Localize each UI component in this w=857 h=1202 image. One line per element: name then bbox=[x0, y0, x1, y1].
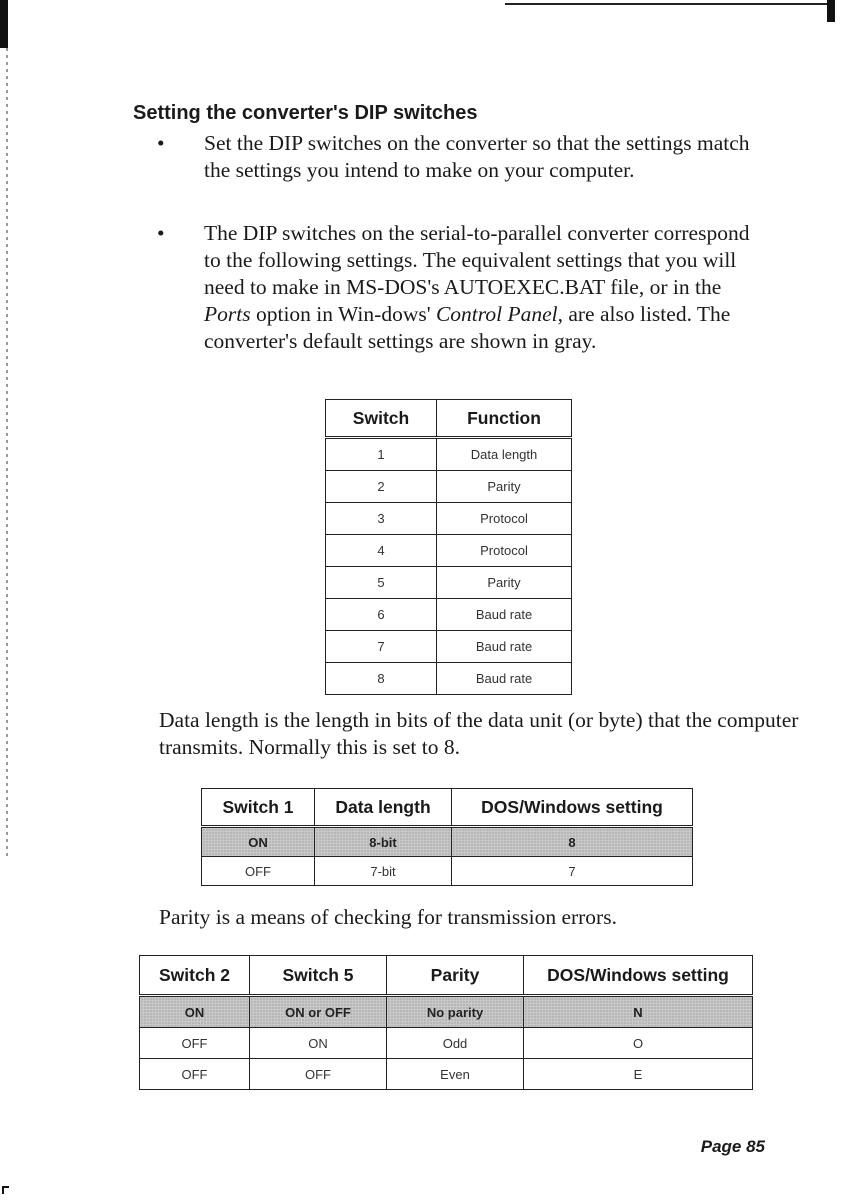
bullet-item bbox=[157, 130, 767, 184]
table-row bbox=[326, 503, 572, 535]
ports-term: Ports bbox=[204, 302, 251, 326]
switch-1-cell: ON bbox=[202, 827, 315, 857]
table-header-row bbox=[140, 956, 753, 996]
function-cell: Baud rate bbox=[437, 599, 572, 631]
scan-top-mark bbox=[827, 0, 835, 22]
scan-top-rule bbox=[505, 3, 835, 5]
switch-2-cell: OFF bbox=[140, 1028, 250, 1059]
table-row-default bbox=[202, 827, 693, 857]
switch-2-cell: ON bbox=[140, 996, 250, 1028]
dos-windows-cell: 8 bbox=[452, 827, 693, 857]
table-row bbox=[202, 857, 693, 886]
table-row bbox=[326, 438, 572, 471]
table-row bbox=[140, 1059, 753, 1090]
column-header-data-length: Data length bbox=[315, 789, 452, 827]
function-cell: Parity bbox=[437, 471, 572, 503]
switch-2-cell: OFF bbox=[140, 1059, 250, 1090]
bullet-text-part: , are also listed. The converter's default settings are shown in gray. bbox=[204, 302, 731, 353]
switch-cell: 6 bbox=[326, 599, 437, 631]
bullet-item bbox=[157, 220, 767, 355]
data-length-table bbox=[201, 788, 693, 886]
table-row bbox=[326, 663, 572, 695]
section-title: Setting the converter's DIP switches bbox=[133, 102, 478, 124]
switch-function-table bbox=[325, 399, 572, 695]
control-panel-term: Control Panel bbox=[435, 302, 558, 326]
column-header-function: Function bbox=[437, 400, 572, 438]
function-cell: Baud rate bbox=[437, 663, 572, 695]
table-row bbox=[140, 1028, 753, 1059]
parity-cell: Even bbox=[387, 1059, 524, 1090]
switch-1-cell: OFF bbox=[202, 857, 315, 886]
switch-cell: 2 bbox=[326, 471, 437, 503]
dos-windows-cell: E bbox=[524, 1059, 753, 1090]
data-length-cell: 7-bit bbox=[315, 857, 452, 886]
switch-cell: 3 bbox=[326, 503, 437, 535]
bullet-text bbox=[204, 220, 767, 355]
column-header-switch-1: Switch 1 bbox=[202, 789, 315, 827]
function-cell: Parity bbox=[437, 567, 572, 599]
function-cell: Data length bbox=[437, 438, 572, 471]
function-cell: Protocol bbox=[437, 535, 572, 567]
dos-windows-cell: N bbox=[524, 996, 753, 1028]
parity-cell: Odd bbox=[387, 1028, 524, 1059]
table-header-row bbox=[202, 789, 693, 827]
function-cell: Baud rate bbox=[437, 631, 572, 663]
parity-paragraph: Parity is a means of checking for transmission errors. bbox=[159, 905, 617, 929]
dos-windows-cell: O bbox=[524, 1028, 753, 1059]
scan-corner-mark bbox=[2, 1186, 9, 1188]
column-header-switch-5: Switch 5 bbox=[250, 956, 387, 996]
column-header-switch-2: Switch 2 bbox=[140, 956, 250, 996]
table-row-default bbox=[140, 996, 753, 1028]
switch-5-cell: OFF bbox=[250, 1059, 387, 1090]
bullet-text-part: The DIP switches on the serial-to-parallel converter correspond to the following settings. The equivalent settings that you will need to make in MS-DOS's AUTOEXEC.BAT file, or in the bbox=[204, 221, 750, 299]
switch-cell: 5 bbox=[326, 567, 437, 599]
switch-cell: 4 bbox=[326, 535, 437, 567]
bullet-text-part: option in Win-dows' bbox=[250, 302, 436, 326]
table-row bbox=[326, 567, 572, 599]
table-header-row bbox=[326, 400, 572, 438]
table-row bbox=[326, 535, 572, 567]
switch-5-cell: ON bbox=[250, 1028, 387, 1059]
dos-windows-cell: 7 bbox=[452, 857, 693, 886]
column-header-dos-windows: DOS/Windows setting bbox=[524, 956, 753, 996]
scan-left-edge bbox=[6, 48, 8, 858]
parity-table bbox=[139, 955, 753, 1090]
table-row bbox=[326, 599, 572, 631]
bullet-marker: • bbox=[157, 131, 165, 155]
column-header-parity: Parity bbox=[387, 956, 524, 996]
table-row bbox=[326, 631, 572, 663]
table-row bbox=[326, 471, 572, 503]
switch-cell: 8 bbox=[326, 663, 437, 695]
function-cell: Protocol bbox=[437, 503, 572, 535]
switch-cell: 7 bbox=[326, 631, 437, 663]
data-length-cell: 8-bit bbox=[315, 827, 452, 857]
scan-left-mark bbox=[0, 0, 8, 48]
page-number: Page 85 bbox=[700, 1137, 765, 1156]
switch-cell: 1 bbox=[326, 438, 437, 471]
bullet-marker: • bbox=[157, 221, 165, 245]
data-length-paragraph: Data length is the length in bits of the data unit (or byte) that the computer transmits. Normally this is set to 8. bbox=[159, 708, 799, 759]
column-header-dos-windows: DOS/Windows setting bbox=[452, 789, 693, 827]
bullet-text: Set the DIP switches on the converter so that the settings match the settings you intend to make on your computer. bbox=[204, 131, 750, 182]
switch-5-cell: ON or OFF bbox=[250, 996, 387, 1028]
column-header-switch: Switch bbox=[326, 400, 437, 438]
parity-cell: No parity bbox=[387, 996, 524, 1028]
